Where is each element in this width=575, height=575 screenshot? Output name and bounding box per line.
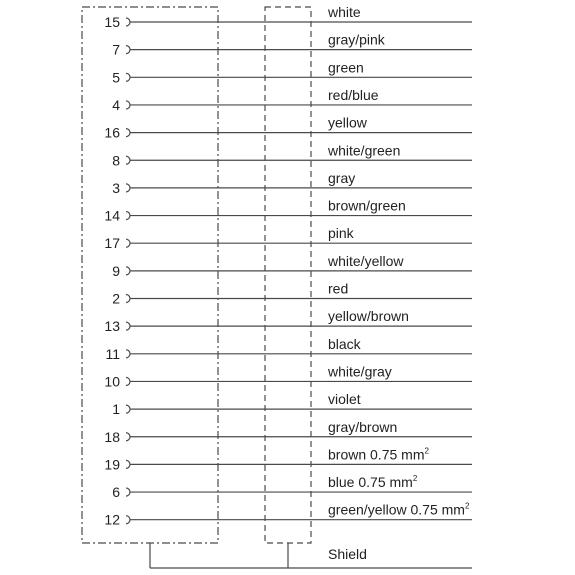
pin-number: 4	[112, 96, 120, 113]
socket-contact-icon	[126, 433, 130, 441]
pin-row	[112, 170, 472, 196]
pin-row	[112, 87, 472, 113]
pin-number: 9	[112, 262, 120, 279]
shield-connection	[150, 543, 472, 568]
socket-contact-icon	[126, 212, 130, 220]
pin-number: 15	[104, 14, 120, 30]
wire-color-label: blue 0.75 $mm^2$	[328, 474, 418, 491]
pin-row	[104, 225, 472, 251]
socket-contact-icon	[126, 73, 130, 81]
pin-number: 10	[104, 373, 120, 390]
pin-row	[104, 446, 472, 472]
pin-number: 11	[105, 345, 120, 362]
wire-color-label: gray	[328, 169, 356, 186]
wire-color-label: white	[328, 4, 361, 20]
pin-number: 19	[104, 456, 120, 473]
pin-number: 6	[112, 484, 120, 501]
pin-number: 16	[104, 124, 120, 141]
pin-row	[105, 336, 472, 362]
wire-color-label: white/yellow	[328, 252, 404, 269]
cable-shield-outline	[265, 7, 311, 543]
socket-contact-icon	[126, 156, 130, 164]
socket-contact-icon	[126, 184, 130, 192]
connector-housing	[82, 7, 218, 543]
pin-row	[104, 4, 472, 30]
socket-contact-icon	[126, 18, 130, 26]
pin-number: 5	[112, 69, 120, 86]
socket-contact-icon	[126, 322, 130, 330]
socket-contact-icon	[126, 377, 130, 385]
socket-contact-icon	[126, 46, 130, 54]
socket-contact-icon	[126, 101, 130, 109]
pin-row	[112, 253, 472, 279]
socket-contact-icon	[126, 516, 130, 524]
wire-color-label: yellow/brown	[328, 308, 409, 325]
pin-number: 3	[112, 179, 120, 196]
socket-contact-icon	[126, 350, 130, 358]
wire-color-label: green/yellow 0.75 $mm^2$	[328, 501, 470, 518]
wire-color-label: brown/green	[328, 197, 406, 214]
pin-row	[104, 115, 472, 141]
wire-color-label: gray/pink	[328, 31, 385, 48]
pin-row	[104, 502, 472, 528]
pin-number: 14	[104, 207, 120, 224]
wire-color-label: red/blue	[328, 86, 379, 103]
socket-contact-icon	[126, 488, 130, 496]
pin-row	[112, 59, 472, 85]
pin-row	[104, 198, 472, 224]
socket-contact-icon	[126, 239, 130, 247]
pin-row	[112, 474, 472, 500]
pin-number: 13	[104, 318, 120, 335]
pin-row	[104, 363, 472, 389]
wire-color-label: white/green	[328, 142, 401, 159]
pin-number: 1	[112, 401, 120, 418]
pin-row	[112, 142, 472, 168]
socket-contact-icon	[126, 405, 130, 413]
pin-rows	[104, 4, 472, 528]
wire-color-label: pink	[328, 225, 354, 242]
shield-label: Shield	[328, 546, 367, 562]
wire-color-label: brown 0.75 $mm^2$	[328, 446, 429, 463]
socket-contact-icon	[126, 129, 130, 137]
pin-row	[104, 419, 472, 445]
pin-row	[112, 281, 472, 307]
pin-row	[104, 308, 472, 334]
socket-contact-icon	[126, 295, 130, 303]
socket-contact-icon	[126, 267, 130, 275]
pin-number: 2	[112, 290, 120, 307]
pin-number: 7	[112, 41, 120, 58]
socket-contact-icon	[126, 460, 130, 468]
wire-color-label: green	[328, 59, 364, 76]
pin-row	[112, 32, 472, 58]
wire-color-label: red	[328, 280, 349, 297]
pin-number: 18	[104, 428, 120, 445]
pin-number: 17	[104, 235, 120, 252]
pin-number: 8	[112, 152, 120, 169]
wire-color-label: white/gray	[328, 363, 392, 380]
wire-color-label: gray/brown	[328, 418, 398, 435]
wire-color-label: black	[328, 335, 361, 352]
wire-color-label: violet	[328, 391, 361, 408]
pin-row	[112, 391, 472, 417]
wire-color-label: yellow	[328, 114, 367, 131]
pin-number: 12	[104, 511, 120, 528]
